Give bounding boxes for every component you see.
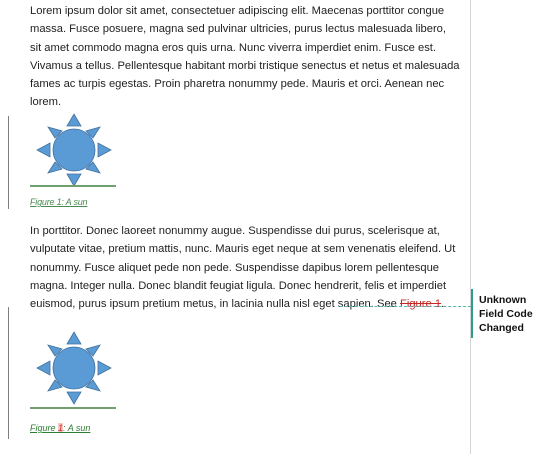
paragraph-2[interactable] [30, 222, 460, 313]
caption-number-field[interactable]: 1 [58, 423, 64, 433]
change-bar [8, 307, 9, 439]
change-bar [8, 116, 9, 209]
paragraph-1[interactable]: Lorem ipsum dolor sit amet, consectetuer adipiscing elit. Maecenas porttitor congue massa. Fusce posuere, magna sed pulvinar ultricies, purus lectus malesuada libero, sit amet commodo magna eros quis urna. Nunc viverra imperdiet enim. Fusce est. Vivamus a tellus. Pellentesque habitant morbi tristique senectus et netus et malesuada fames ac turpis egestas. Proin pharetra nonummy pede. Mauris et orci. Aenean nec lorem. [30, 5, 460, 109]
paragraph-2-text: In porttitor. Donec laoreet nonummy augue. Suspendisse dui purus, scelerisque at, vulputate vitae, pretium mattis, nunc. Mauris eget neque at sem venenatis eleifend. Ut nonummy. Fusce aliquet pede non pede. Suspendisse dapibus lorem pellentesque magna. Integer nulla. Donec blandit feugiat ligula. Donec hendrerit, felis et imperdiet euismod, purus ipsum pretium metus, in lacinia nulla nisl eget sapien. See [30, 225, 456, 311]
figure-1-caption[interactable]: Figure 1: A sun [30, 197, 88, 207]
comment-connector [340, 306, 471, 307]
figure-rule [30, 185, 116, 187]
comment-balloon-bar [471, 289, 473, 338]
sun-icon[interactable] [30, 112, 118, 188]
page-edge [470, 0, 471, 454]
caption-prefix: Figure [30, 423, 59, 433]
figure-rule [30, 407, 116, 409]
sun-icon[interactable] [30, 330, 118, 406]
caption-suffix: : A sun [63, 423, 91, 433]
paragraph-2-end: . [441, 298, 445, 311]
comment-balloon[interactable]: Unknown Field Code Changed [479, 294, 533, 334]
figure-reference-deleted[interactable]: Figure 1 [400, 298, 442, 311]
figure-2-caption[interactable] [30, 423, 90, 433]
